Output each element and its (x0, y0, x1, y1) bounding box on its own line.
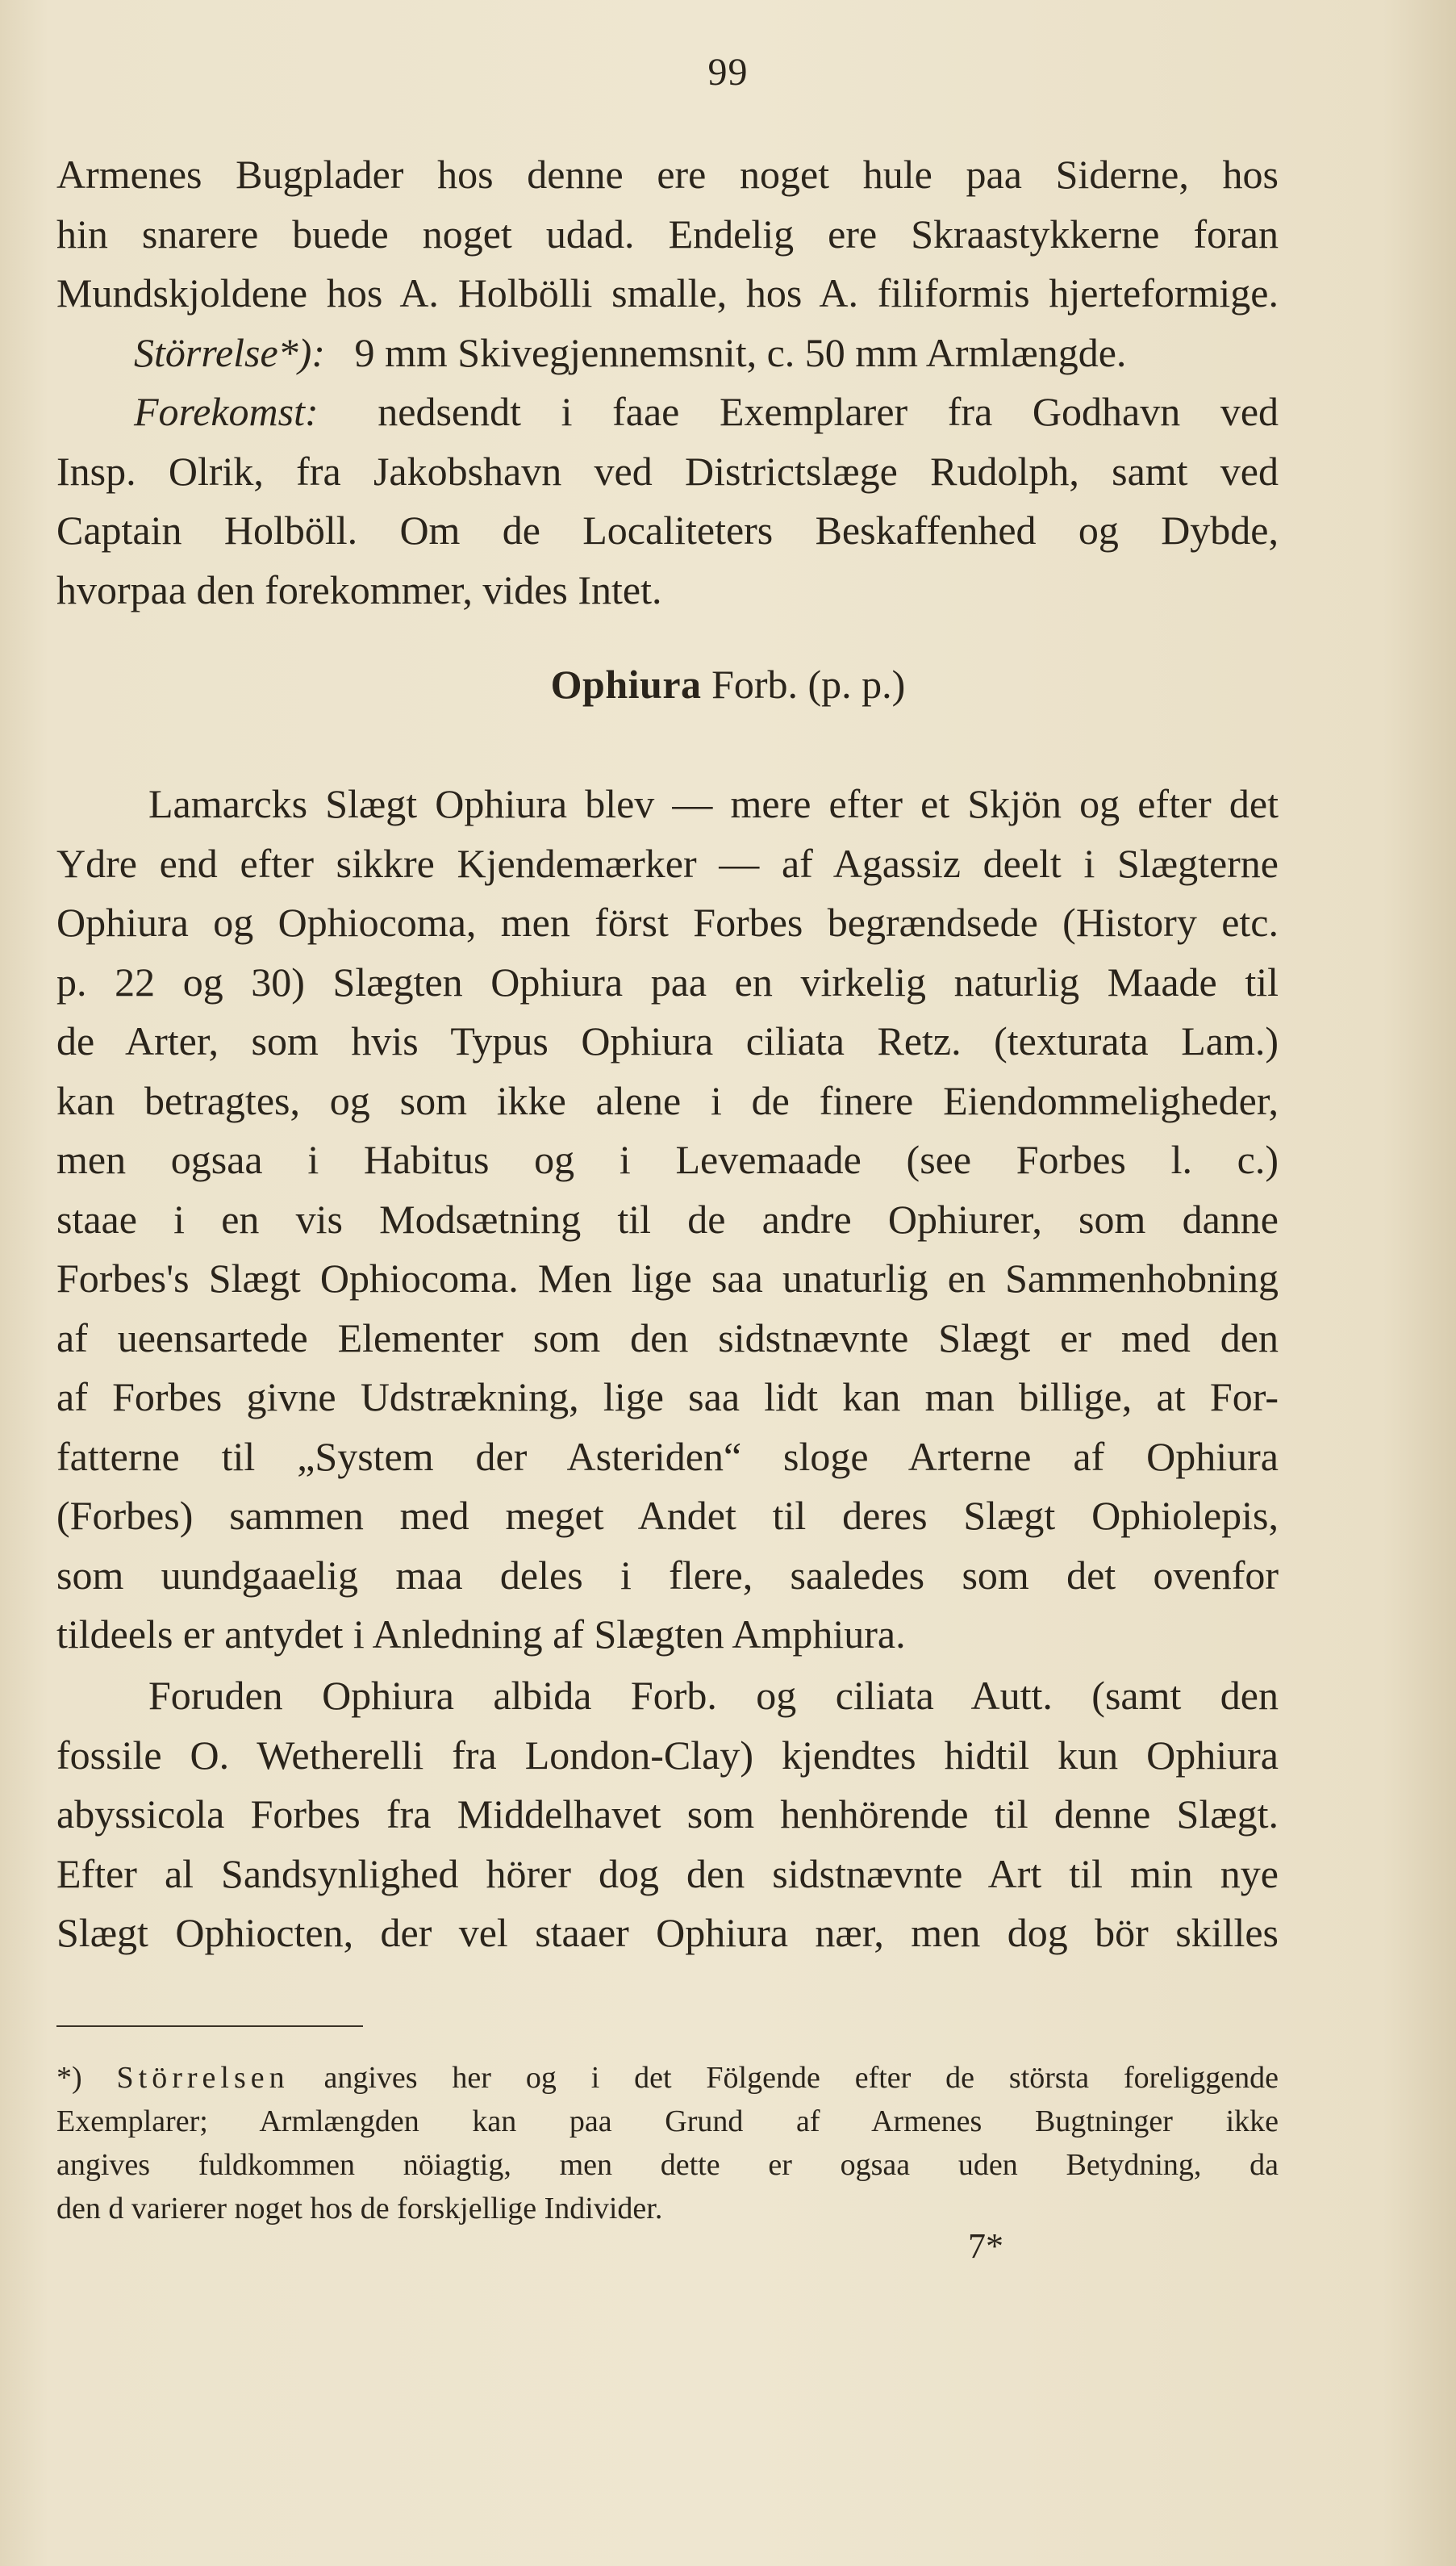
text-line: Lamarcks Slægt Ophiura blev — mere efter et Skjön og efter det (148, 781, 1279, 826)
text-line: tildeels er antydet i Anledning af Slægten Amphiura. (56, 1611, 906, 1657)
text-line: kan betragtes, og som ikke alene i de finere Eiendommeligheder, (56, 1077, 1279, 1123)
heading-rest: Forb. (p. p.) (711, 662, 906, 707)
text-line: Slægt Ophiocten, der vel staaer Ophiura nær, men dog bör skilles (56, 1910, 1279, 1955)
text-line: som uundgaaelig maa deles i flere, saaledes som det ovenfor (56, 1552, 1279, 1598)
text-line: hvorpaa den forekommer, vides Intet. (56, 566, 662, 612)
text-line: abyssicola Forbes fra Middelhavet som henhörende til denne Slægt. (56, 1791, 1279, 1837)
paragraph-ophiura-history (56, 775, 1279, 1665)
text-line: Captain Holböll. Om de Localiteters Beskaffenhed og Dybde, (56, 508, 1279, 553)
occurrence-line (56, 382, 1279, 442)
page-number: 99 (707, 51, 749, 94)
signature-mark: 7* (968, 2226, 1003, 2266)
text-line: Efter al Sandsynlighed hörer dog den sidstnævnte Art til min nye (56, 1850, 1279, 1896)
text-line: Foruden Ophiura albida Forb. og ciliata Autt. (samt den (148, 1673, 1279, 1718)
text-line: hin snarere buede noget udad. Endelig ere Skraastykkerne foran (56, 211, 1279, 257)
text-line: Insp. Olrik, fra Jakobshavn ved Districtslæge Rudolph, samt ved (56, 448, 1279, 494)
text-line: fatterne til „System der Asteriden“ sloge Arterne af Ophiura (56, 1433, 1279, 1479)
upper-text-block (56, 145, 1279, 620)
occurrence-first-rest: nedsendt i faae Exemplarer fra Godhavn ved (378, 389, 1279, 434)
size-label: Störrelse*): (134, 329, 325, 375)
text-line: fossile O. Wetherelli fra London-Clay) kjendtes hidtil kun Ophiura (56, 1732, 1279, 1778)
text-line: men ogsaa i Habitus og i Levemaade (see Forbes l. c.) (56, 1137, 1279, 1182)
text-line: p. 22 og 30) Slægten Ophiura paa en virkelig naturlig Maade til (56, 959, 1279, 1005)
text-line: Forbes's Slægt Ophiocoma. Men lige saa unaturlig en Sammenhobning (56, 1256, 1279, 1301)
text-line: af ueensartede Elementer som den sidstnævnte Slægt er med den (56, 1314, 1279, 1360)
text-line: Mundskjoldene hos A. Holbölli smalle, hos A. filiformis hjerteformige. (56, 270, 1279, 316)
text-line: Armenes Bugplader hos denne ere noget hule paa Siderne, hos (56, 152, 1279, 197)
footnote-line: Exemplarer; Armlængden kan paa Grund af Armenes Bugtninger ikke (56, 2104, 1279, 2138)
text-line: af Forbes givne Udstrækning, lige saa lidt kan man billige, at For- (56, 1374, 1279, 1419)
footnote-marker: *) (56, 2061, 82, 2095)
paragraph-known-species (56, 1666, 1279, 1963)
text-line: Ophiura og Ophiocoma, men först Forbes begrændsede (History etc. (56, 900, 1279, 945)
text-line: (Forbes) sammen med meget Andet til deres Slægt Ophiolepis, (56, 1493, 1279, 1538)
text-line: de Arter, som hvis Typus Ophiura ciliata Retz. (texturata Lam.) (56, 1018, 1279, 1064)
footnote-spaced-word: Störrelsen (116, 2061, 290, 2095)
text-line: staae i en vis Modsætning til de andre Ophiurer, som danne (56, 1196, 1279, 1242)
occurrence-label: Forekomst: (134, 389, 319, 434)
footnote-first-line (56, 2056, 1279, 2100)
footnote-first-rest: angives her og i det Fölgende efter de största foreliggende (323, 2061, 1279, 2095)
size-text: 9 mm Skivegjennemsnit, c. 50 mm Armlængde. (354, 329, 1127, 375)
footnote-line: den d varierer noget hos de forskjellige Individer. (56, 2192, 663, 2225)
footnote-divider (56, 2025, 363, 2027)
text-line: Ydre end efter sikkre Kjendemærker — af Agassiz deelt i Slægterne (56, 840, 1279, 886)
footnote-line: angives fuldkommen nöiagtig, men dette er ogsaa uden Betydning, da (56, 2148, 1279, 2182)
size-line (56, 324, 1279, 383)
section-heading (0, 660, 1456, 708)
heading-genus: Ophiura (550, 662, 702, 707)
footnote (56, 2056, 1279, 2230)
